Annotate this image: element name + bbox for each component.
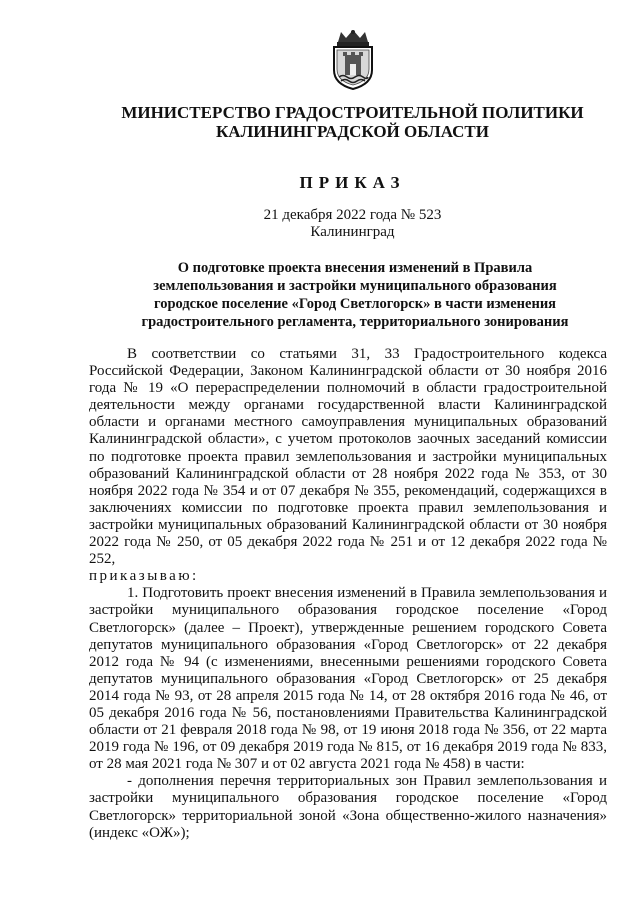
subject-line-4: градостроительного регламента, территориального зонирования bbox=[141, 314, 569, 330]
order-title: ПРИКАЗ bbox=[299, 173, 406, 192]
order-city: Калининград bbox=[310, 224, 395, 240]
item-1-paragraph: 1. Подготовить проект внесения изменений в Правила землепользования и застройки муниципального образования городское поселение «Город Светлогорск» (далее – Проект), утвержденные решением городского Совета депутатов муниципального образования «Город Светлогорск» от 22 декабря 2012 года № 94 (с изменениями, внесенными решениями городского Совета депутатов муниципального образования «Город Светлогорск» от 25 декабря 2014 года № 93, от 28 апреля 2015 года № 14, от 28 октября 2016 года № 46, от 05 декабря 2016 года № 56, постановлениями Правительства Калининградской области от 21 февраля 2018 года № 98, от 19 июня 2018 года № 356, от 22 марта 2019 года № 196, от 09 декабря 2019 года № 815, от 16 декабря 2019 года № 833, от 28 мая 2021 года № 307 и от 02 августа 2021 года № 458) в части: bbox=[89, 585, 607, 773]
ministry-line-1: МИНИСТЕРСТВО ГРАДОСТРОИТЕЛЬНОЙ ПОЛИТИКИ bbox=[121, 103, 584, 122]
order-date-number: 21 декабря 2022 года № 523 bbox=[263, 207, 442, 223]
coat-of-arms-icon bbox=[328, 28, 378, 90]
order-word: приказываю: bbox=[89, 568, 199, 585]
order-word-paragraph bbox=[89, 568, 607, 585]
subject-line-2: землепользования и застройки муниципального образования bbox=[153, 278, 557, 294]
order-subject bbox=[100, 259, 610, 331]
subject-line-3: городское поселение «Город Светлогорск» в части изменения bbox=[153, 296, 557, 312]
ministry-line-2: КАЛИНИНГРАДСКОЙ ОБЛАСТИ bbox=[215, 122, 489, 141]
subject-line-1: О подготовке проекта внесения изменений в Правила bbox=[177, 260, 533, 276]
ministry-name bbox=[60, 103, 640, 141]
item-1-subitem-1-paragraph: - дополнения перечня территориальных зон Правил землепользования и застройки муниципального образования городское поселение «Город Светлогорск» территориальной зоной «Зона общественно-жилого назначения» (индекс «ОЖ»); bbox=[89, 773, 607, 841]
preamble-paragraph: В соответствии со статьями 31, 33 Градостроительного кодекса Российской Федерации, Законом Калининградской области от 30 ноября 2016 года № 19 «О перераспределении полномочий в области градостроительной деятельности между органами государственной власти Калининградской области и органами местного самоуправления муниципальных образований Калининградской области», с учетом протоколов заочных заседаний комиссии по подготовке проекта правил землепользования и застройки муниципальных образований Калининградской области от 28 ноября 2022 года № 353, от 30 ноября 2022 года № 354 и от 07 декабря № 355, рекомендаций, содержащихся в заключениях комиссии по подготовке проекта правил землепользования и застройки муниципальных образований Калининградской области от 30 ноября 2022 года № 250, от 05 декабря 2022 года № 251 и от 12 декабря 2022 года № 252, bbox=[89, 346, 607, 568]
order-body bbox=[89, 346, 607, 842]
